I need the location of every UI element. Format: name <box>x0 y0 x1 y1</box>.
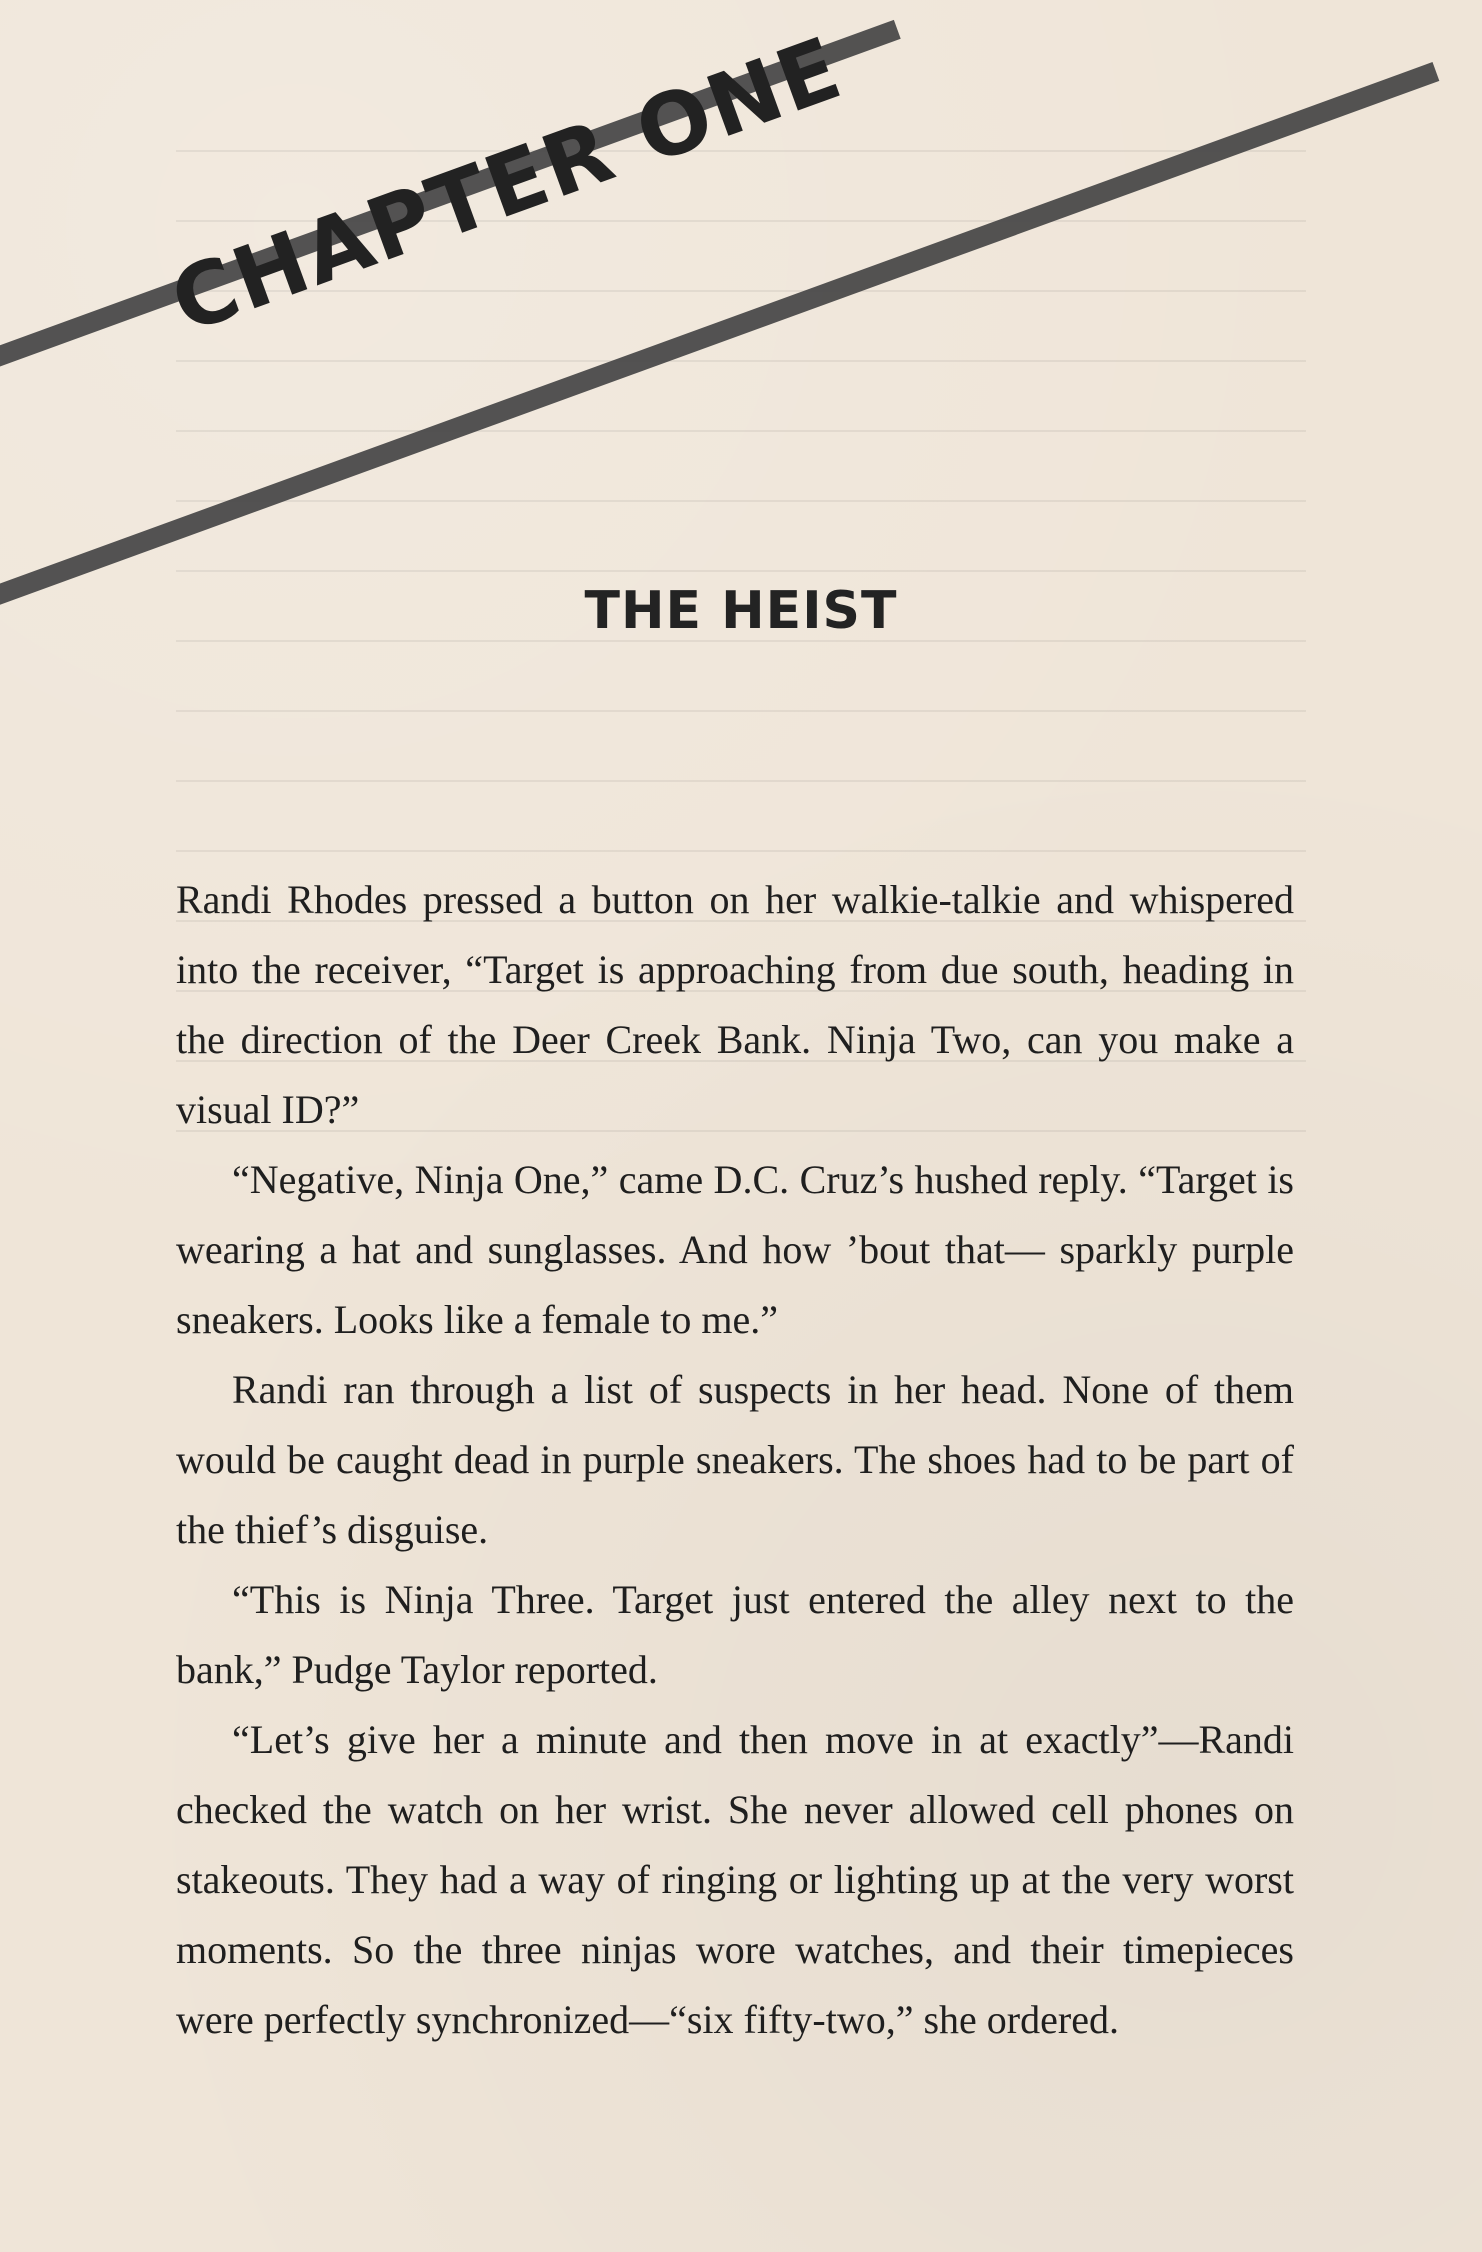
paragraph-2: “Negative, Ninja One,” came D.C. Cruz’s hushed reply. “Target is wearing a hat and sunglasses. And how ’bout that— sparkly purple sneakers. Looks like a female to me.” <box>176 1157 1294 1342</box>
paragraph-5: “Let’s give her a minute and then move in at exactly”—Randi checked the watch on her wrist. She never allowed cell phones on stakeouts. They had a way of ringing or lighting up at the very worst moments. So the three ninjas wore watches, and their timepieces were perfectly synchronized—“six fifty-two,” she ordered. <box>176 1717 1294 2042</box>
paragraph-4: “This is Ninja Three. Target just entered the alley next to the bank,” Pudge Taylor reported. <box>176 1577 1294 1692</box>
chapter-body <box>176 865 1294 2055</box>
chapter-title: THE HEIST <box>584 581 898 641</box>
paragraph-3: Randi ran through a list of suspects in her head. None of them would be caught dead in purple sneakers. The shoes had to be part of the thief’s disguise. <box>176 1367 1294 1552</box>
chapter-heading: CHAPTER ONE <box>158 18 855 353</box>
paragraph-1: Randi Rhodes pressed a button on her walkie-talkie and whispered into the receiver, “Target is approaching from due south, heading in the direction of the Deer Creek Bank. Ninja Two, can you make a visual ID?” <box>176 877 1294 1132</box>
